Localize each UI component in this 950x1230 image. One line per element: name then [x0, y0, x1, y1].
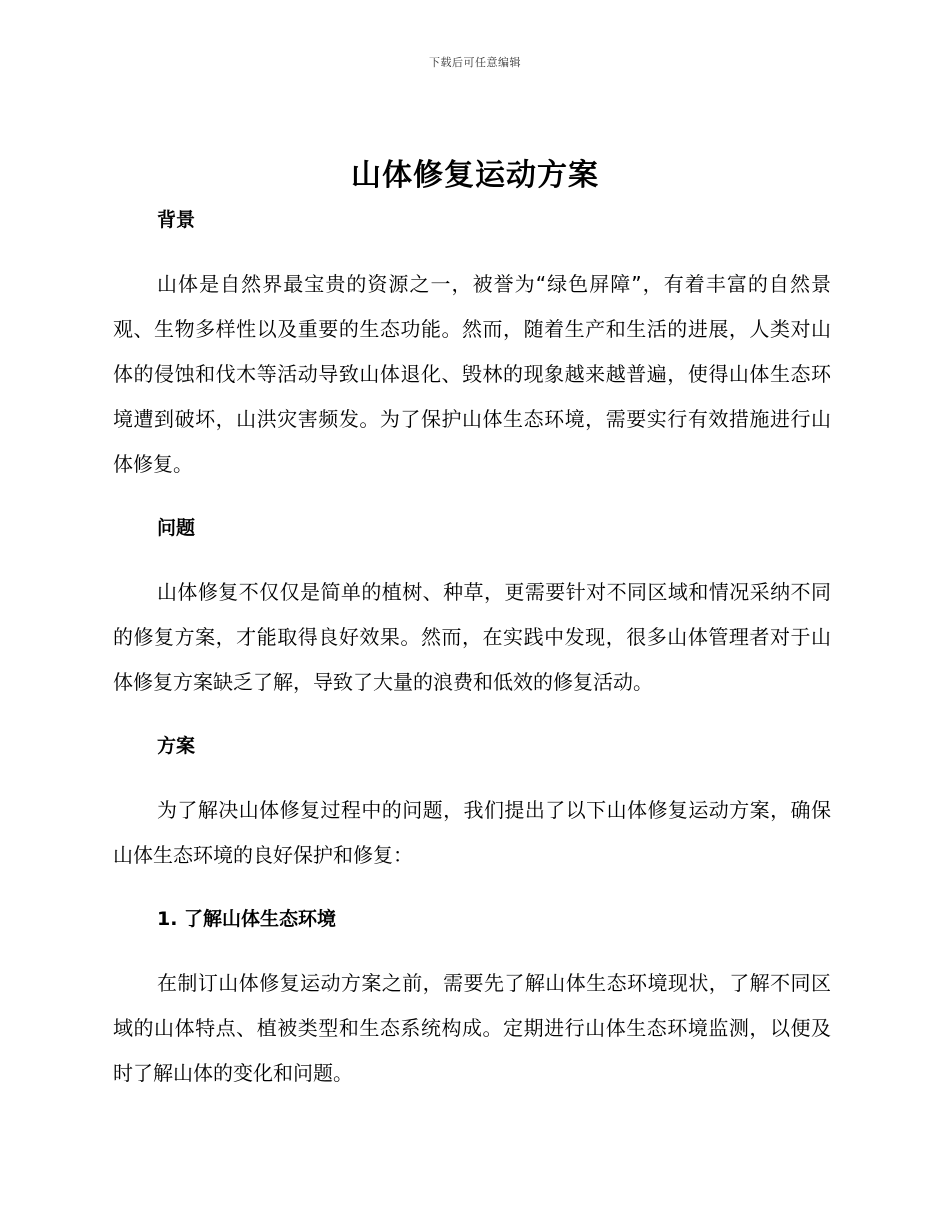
document-body	[113, 205, 831, 1096]
section-heading-plan: 方案	[157, 735, 196, 757]
section-heading-step-1: 1. 了解山体生态环境	[157, 908, 337, 930]
section-heading-problem: 问题	[157, 517, 196, 539]
section-heading-background: 背景	[157, 209, 196, 231]
section-paragraph-background: 山体是自然界最宝贵的资源之一，被誉为“绿色屏障”，有着丰富的自然景观、生物多样性以及重要的生态功能。然而，随着生产和生活的进展，人类对山体的侵蚀和伐木等活动导致山体退化、毁林的现象越来越普遍，使得山体生态环境遭到破坏，山洪灾害频发。为了保护山体生态环境，需要实行有效措施进行山体修复。	[113, 272, 831, 476]
section-paragraph-plan: 为了解决山体修复过程中的问题，我们提出了以下山体修复运动方案，确保山体生态环境的良好保护和修复：	[113, 798, 831, 867]
section-paragraph-problem: 山体修复不仅仅是简单的植树、种草，更需要针对不同区域和情况采纳不同的修复方案，才能取得良好效果。然而，在实践中发现，很多山体管理者对于山体修复方案缺乏了解，导致了大量的浪费和低效的修复活动。	[113, 580, 831, 694]
page-title: 山体修复运动方案	[351, 158, 599, 193]
section-paragraph-step-1: 在制订山体修复运动方案之前，需要先了解山体生态环境现状，了解不同区域的山体特点、植被类型和生态系统构成。定期进行山体生态环境监测，以便及时了解山体的变化和问题。	[113, 971, 831, 1085]
header-note: 下载后可任意编辑	[429, 56, 521, 69]
